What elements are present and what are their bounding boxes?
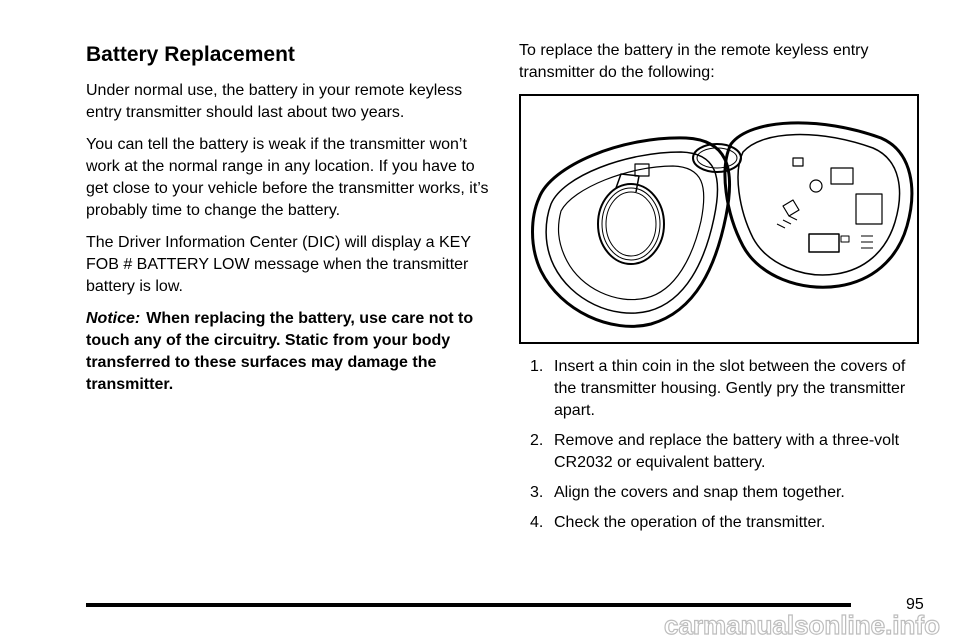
watermark-logo	[662, 608, 952, 640]
list-item	[519, 512, 929, 534]
left-column	[86, 40, 496, 406]
step-text: Insert a thin coin in the slot between the covers of the transmitter housing. Gently pry the transmitter apart.	[554, 358, 906, 419]
instructions-intro: To replace the battery in the remote keyless entry transmitter do the following:	[519, 42, 869, 81]
right-housing	[725, 123, 912, 287]
footer-rule	[86, 603, 851, 607]
list-item	[519, 356, 929, 422]
step-text: Check the operation of the transmitter.	[554, 514, 826, 531]
step-text: Remove and replace the battery with a three-volt CR2032 or equivalent battery.	[554, 432, 900, 471]
transmitter-illustration	[519, 94, 919, 344]
notice-text: When replacing the battery, use care not to touch any of the circuitry. Static from your body transferred to these surfaces may damage the transmitter.	[86, 310, 474, 393]
step-number: 4.	[530, 514, 544, 531]
notice-label: Notice:	[86, 310, 141, 327]
section-title: Battery Replacement	[86, 43, 295, 66]
step-text: Align the covers and snap them together.	[554, 484, 845, 501]
paragraph-battery-life: Under normal use, the battery in your remote keyless entry transmitter should last about two years.	[86, 82, 463, 121]
step-number: 1.	[530, 358, 544, 375]
paragraph-weak-battery: You can tell the battery is weak if the transmitter won’t work at the normal range in any location. If you have to get close to your vehicle before the transmitter works, it’s probably time to change the battery.	[86, 136, 489, 219]
left-housing	[533, 138, 730, 326]
right-column	[519, 40, 929, 542]
step-number: 2.	[530, 432, 544, 449]
list-item	[519, 482, 929, 504]
step-number: 3.	[530, 484, 544, 501]
list-item	[519, 430, 929, 474]
page-number: 95	[906, 596, 924, 613]
paragraph-dic-message: The Driver Information Center (DIC) will display a KEY FOB # BATTERY LOW message when the transmitter battery is low.	[86, 234, 471, 295]
transmitter-opened-icon	[521, 96, 917, 342]
watermark-text: carmanualsonline.info	[664, 610, 940, 640]
key-ring	[693, 144, 741, 172]
steps-list	[519, 356, 929, 534]
notice-block	[86, 308, 496, 396]
